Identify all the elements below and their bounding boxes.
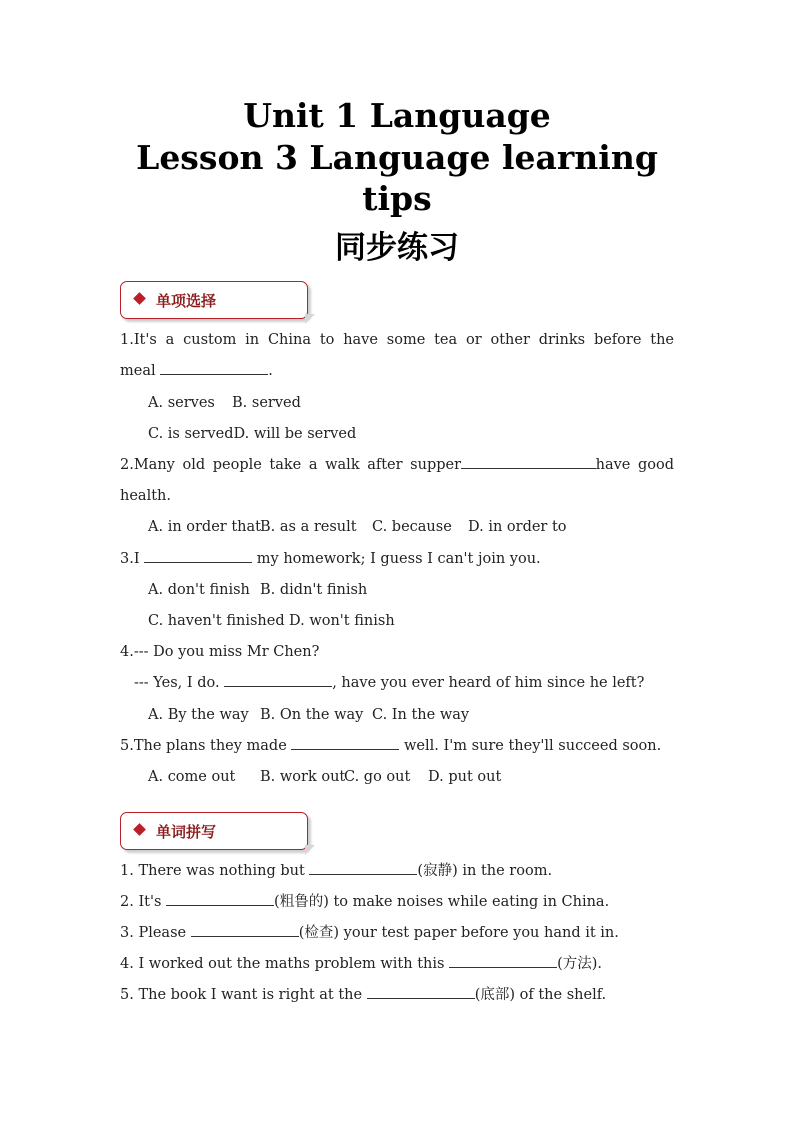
section-header-spelling bbox=[120, 812, 308, 850]
option-d[interactable]: D. won't finish bbox=[289, 613, 395, 629]
q2-line-2: health. bbox=[120, 488, 171, 504]
q4-options bbox=[148, 706, 469, 724]
spelling-blank[interactable] bbox=[191, 924, 299, 937]
diamond-icon bbox=[133, 823, 146, 836]
header-tail-decoration bbox=[305, 314, 315, 324]
spelling-item-1 bbox=[120, 862, 552, 880]
q3-line-1 bbox=[120, 550, 541, 568]
option-a[interactable]: A. don't finish bbox=[148, 582, 250, 598]
title-line-2: Lesson 3 Language learning bbox=[136, 138, 658, 177]
q4-blank[interactable] bbox=[224, 674, 332, 687]
option-a[interactable]: A. in order that bbox=[148, 519, 261, 535]
q3-blank[interactable] bbox=[144, 550, 252, 563]
option-a[interactable]: A. By the way bbox=[148, 707, 249, 723]
option-b[interactable]: B. work out bbox=[260, 769, 346, 785]
item-hint: (检查) bbox=[298, 925, 340, 941]
item-text-end: . bbox=[597, 956, 602, 972]
spelling-item-5 bbox=[120, 986, 606, 1004]
title-line-4: 同步练习 bbox=[335, 230, 459, 266]
q5-blank[interactable] bbox=[291, 737, 399, 750]
spelling-blank[interactable] bbox=[166, 893, 274, 906]
item-hint: (寂静) bbox=[417, 863, 458, 879]
q2-line-1 bbox=[120, 456, 674, 474]
header-tail-decoration bbox=[305, 845, 315, 855]
q3-options-row-2 bbox=[148, 612, 395, 630]
option-a[interactable]: A. come out bbox=[148, 769, 236, 785]
option-d[interactable]: D. in order to bbox=[468, 519, 567, 535]
q1-blank[interactable] bbox=[160, 362, 268, 375]
q1-line-2 bbox=[120, 362, 273, 380]
q5-text-end: well. I'm sure they'll succeed soon. bbox=[404, 738, 662, 754]
option-d[interactable]: D. put out bbox=[428, 769, 502, 785]
option-b[interactable]: B. as a result bbox=[260, 519, 357, 535]
item-hint: (方法) bbox=[557, 956, 598, 972]
option-c[interactable]: C. go out bbox=[344, 769, 411, 785]
spelling-blank[interactable] bbox=[449, 955, 557, 968]
q2-text-end: have good bbox=[595, 457, 674, 473]
q5-options bbox=[148, 768, 501, 786]
option-b[interactable]: B. didn't finish bbox=[260, 582, 368, 598]
item-text-end: your test paper before you hand it in. bbox=[343, 925, 619, 941]
item-text: 4. I worked out the maths problem with this bbox=[120, 956, 445, 972]
q1-options-row-2 bbox=[148, 425, 356, 443]
q5-text: 5.The plans they made bbox=[120, 738, 287, 754]
q4-text: --- Yes, I do. bbox=[134, 675, 220, 691]
q1-line-1: 1.It's a custom in China to have some tea or other drinks before the bbox=[120, 332, 674, 348]
q4-line-1: 4.--- Do you miss Mr Chen? bbox=[120, 644, 320, 660]
item-hint: (底部) bbox=[474, 987, 516, 1003]
q2-text: 2.Many old people take a walk after supper bbox=[120, 457, 462, 473]
item-text: 5. The book I want is right at the bbox=[120, 987, 363, 1003]
option-b[interactable]: B. served bbox=[232, 395, 301, 411]
item-hint: (粗鲁的) bbox=[274, 894, 329, 910]
title-line-1: Unit 1 Language bbox=[243, 96, 551, 135]
item-text: 1. There was nothing but bbox=[120, 863, 305, 879]
q5-line-1 bbox=[120, 737, 661, 755]
option-c[interactable]: C. is served bbox=[148, 426, 234, 442]
item-text: 3. Please bbox=[120, 925, 187, 941]
spelling-item-4 bbox=[120, 955, 602, 973]
diamond-icon bbox=[133, 292, 146, 305]
q3-text: 3.I bbox=[120, 551, 140, 567]
item-text-end: of the shelf. bbox=[519, 987, 607, 1003]
section-header-single-choice bbox=[120, 281, 308, 319]
q1-text-end: . bbox=[268, 363, 273, 379]
option-d[interactable]: D. will be served bbox=[233, 426, 357, 442]
option-b[interactable]: B. On the way bbox=[260, 707, 364, 723]
q1-options-row-1 bbox=[148, 394, 301, 412]
option-c[interactable]: C. In the way bbox=[372, 707, 470, 723]
spelling-blank[interactable] bbox=[309, 862, 417, 875]
section-label: 单词拼写 bbox=[156, 823, 217, 841]
item-text-end: to make noises while eating in China. bbox=[333, 894, 610, 910]
spelling-item-3 bbox=[120, 924, 619, 942]
q3-options-row-1 bbox=[148, 581, 367, 599]
item-text-end: in the room. bbox=[462, 863, 553, 879]
q4-line-2 bbox=[134, 674, 644, 692]
q2-options bbox=[148, 518, 567, 536]
item-text: 2. It's bbox=[120, 894, 162, 910]
q2-blank[interactable] bbox=[461, 456, 596, 469]
option-a[interactable]: A. serves bbox=[148, 395, 215, 411]
q1-text: meal bbox=[120, 363, 156, 379]
spelling-item-2 bbox=[120, 893, 609, 911]
option-c[interactable]: C. haven't finished bbox=[148, 613, 285, 629]
q4-text-end: , have you ever heard of him since he left? bbox=[332, 675, 645, 691]
section-label: 单项选择 bbox=[156, 292, 217, 310]
option-c[interactable]: C. because bbox=[372, 519, 452, 535]
q3-text-end: my homework; I guess I can't join you. bbox=[256, 551, 541, 567]
spelling-blank[interactable] bbox=[367, 986, 475, 999]
title-line-3: tips bbox=[362, 179, 432, 218]
